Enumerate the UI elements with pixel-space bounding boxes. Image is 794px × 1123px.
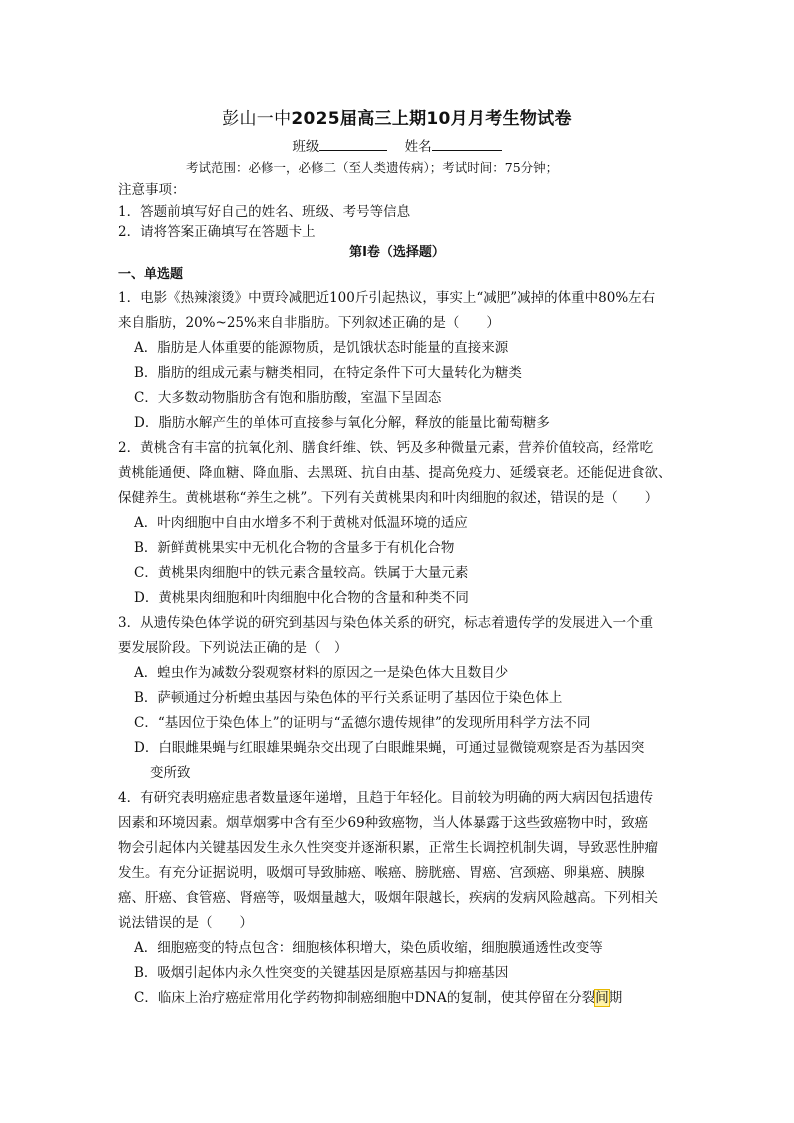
q1-option-d: D．脂肪水解产生的单体可直接参与氧化分解，释放的能量比葡萄糖多 (134, 415, 550, 431)
student-info (0, 136, 794, 157)
q4-option-c-tail: 期 (608, 990, 623, 1006)
q3-option-b: B．萨顿通过分析蝗虫基因与染色体的平行关系证明了基因位于染色体上 (134, 690, 563, 706)
question-2-line: 黄桃能通便、降血糖、降血脂、去黑斑、抗自由基、提高免疫力、延缓衰老。还能促进食欲、 (118, 465, 672, 481)
text-cursor-highlight[interactable]: 间 (595, 990, 609, 1006)
question-1-line: 1．电影《热辣滚烫》中贾玲减肥近100斤引起热议，事实上“减肥”减掉的体重中80%左右 (118, 290, 656, 306)
q1-option-c: C．大多数动物脂肪含有饱和脂肪酸，室温下呈固态 (134, 390, 442, 406)
exam-scope: 考试范围：必修一，必修二（至人类遗传病）；考试时间：75分钟； (186, 160, 559, 175)
question-4-line: 癌、肝癌、食管癌、肾癌等，吸烟量越大，吸烟年限越长，疾病的发病风险越高。下列相关 (118, 890, 658, 906)
question-4-line: 4．有研究表明癌症患者数量逐年递增，且趋于年轻化。目前较为明确的两大病因包括遗传 (118, 790, 654, 806)
question-4-line: 因素和环境因素。烟草烟雾中含有至少69种致癌物，当人体暴露于这些致癌物中时，致癌 (118, 815, 649, 831)
note-item: 1．答题前填写好自己的姓名、班级、考号等信息 (118, 204, 411, 220)
class-blank[interactable] (319, 136, 387, 151)
page-title (0, 104, 794, 129)
q2-option-d: D．黄桃果肉细胞和叶肉细胞中化合物的含量和种类不同 (134, 590, 469, 606)
q3-option-a: A．蝗虫作为减数分裂观察材料的原因之一是染色体大且数目少 (134, 665, 509, 681)
question-3-line: 要发展阶段。下列说法正确的是（ ） (118, 640, 348, 656)
question-3-line: 3．从遗传染色体学说的研究到基因与染色体关系的研究，标志着遗传学的发展进入一个重 (118, 615, 654, 631)
q2-option-b: B．新鲜黄桃果实中无机化合物的含量多于有机化合物 (134, 540, 455, 556)
note-item: 2．请将答案正确填写在答题卡上 (118, 224, 316, 240)
q1-option-b: B．脂肪的组成元素与糖类相同，在特定条件下可大量转化为糖类 (134, 365, 522, 381)
class-label: 班级 (292, 139, 320, 155)
question-1-line: 来自脂肪，20%~25%来自非脂肪。下列叙述正确的是（ ） (118, 315, 500, 331)
exam-title: 2025届高三上期10月月考生物试卷 (291, 109, 572, 129)
question-2-line: 保健养生。黄桃堪称“养生之桃”。下列有关黄桃果肉和叶肉细胞的叙述，错误的是（ ） (118, 490, 659, 506)
question-4-line: 发生。有充分证据说明，吸烟可导致肺癌、喉癌、膀胱癌、胃癌、宫颈癌、卵巢癌、胰腺 (118, 865, 645, 881)
name-label: 姓名 (404, 139, 432, 155)
q4-option-c-text: C．临床上治疗癌症常用化学药物抑制癌细胞中DNA的复制，使其停留在分裂 (134, 990, 596, 1006)
part-title: 一、单选题 (118, 267, 184, 282)
q4-option-a: A．细胞癌变的特点包含：细胞核体积增大，染色质收缩，细胞膜通透性改变等 (134, 940, 603, 956)
q3-option-d: D．白眼雌果蝇与红眼雄果蝇杂交出现了白眼雌果蝇，可通过显微镜观察是否为基因突 (134, 740, 645, 756)
q2-option-a: A．叶肉细胞中自由水增多不利于黄桃对低温环境的适应 (134, 515, 468, 531)
section-title: 第Ⅰ卷（选择题） (349, 245, 445, 260)
question-4-line: 物会引起体内关键基因发生永久性突变并逐渐积累，正常生长调控机制失调，导致恶性肿瘤 (118, 840, 658, 856)
school-name: 彭山一中 (222, 109, 292, 129)
q2-option-c: C．黄桃果肉细胞中的铁元素含量较高。铁属于大量元素 (134, 565, 469, 581)
q4-option-b: B．吸烟引起体内永久性突变的关键基因是原癌基因与抑癌基因 (134, 965, 509, 981)
q3-option-d-cont: 变所致 (150, 765, 191, 781)
question-4-line: 说法错误的是（ ） (118, 915, 253, 931)
q3-option-c: C．“基因位于染色体上”的证明与“孟德尔遗传规律”的发现所用科学方法不同 (134, 715, 591, 731)
q1-option-a: A．脂肪是人体重要的能源物质，是饥饿状态时能量的直接来源 (134, 340, 509, 356)
question-2-line: 2．黄桃含有丰富的抗氧化剂、膳食纤维、铁、钙及多种微量元素，营养价值较高，经常吃 (118, 440, 654, 456)
q4-option-c (134, 988, 622, 1008)
name-blank[interactable] (432, 136, 502, 151)
notes-header: 注意事项： (118, 182, 186, 198)
